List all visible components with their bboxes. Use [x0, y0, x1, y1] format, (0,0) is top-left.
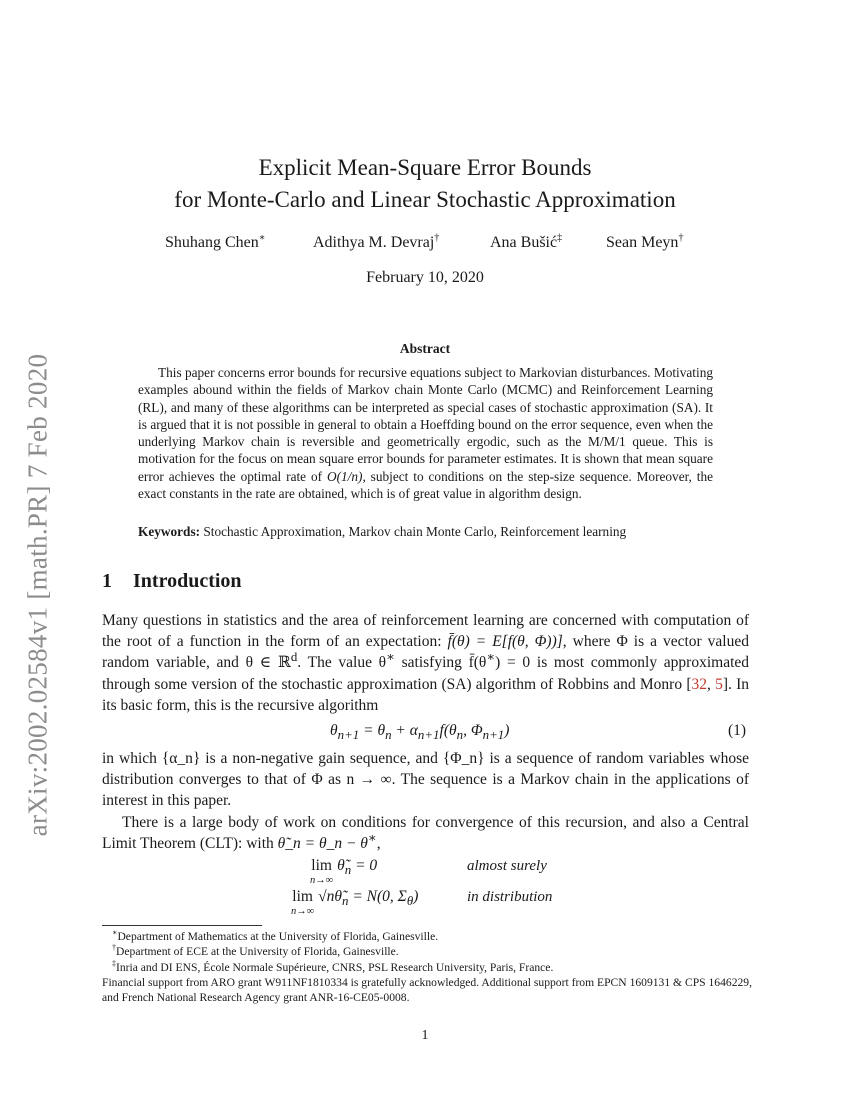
- title-line-1: Explicit Mean-Square Error Bounds: [258, 155, 592, 180]
- affiliation-mark: †: [678, 232, 684, 244]
- paper-title: [0, 152, 850, 216]
- footnote-1: ∗Department of Mathematics at the University of Florida, Gainesville.: [112, 928, 439, 943]
- equation-number: (1): [728, 722, 747, 739]
- footnote-divider: [102, 925, 262, 926]
- section-number: 1: [102, 570, 112, 592]
- rate-expression: O(1/n): [326, 468, 363, 484]
- citation-link[interactable]: 32: [691, 675, 707, 693]
- author-1: [165, 234, 266, 252]
- author-4: [606, 234, 683, 252]
- affiliation-mark: ∗: [258, 232, 266, 244]
- abstract-body: This paper concerns error bounds for recursive equations subject to Markovian disturbances. Motivating examples abound within the fields of Markov chain Monte Carlo (MCMC) and Reinforcement Learning (RL), and many of these algorithms can be interpreted as special cases of stochastic approximation (SA). It is argued that it is not possible in general to obtain a Hoeffding bound on the error sequence, even when the underlying Markov chain is reversible and geometrically ergodic, such as the M/M/1 queue. This is motivation for the focus on mean square error bounds for parameter estimates. It is shown that mean square error achieves the optimal rate of O(1/n), subject to conditions on the step-size sequence. Moreover, the exact constants in the rate are obtained, which is of great value in algorithm design.: [138, 365, 713, 502]
- limit-almost-surely: lim n→∞ $\thetã_n = 0$: [310, 857, 378, 886]
- convergence-mode-1: almost surely: [467, 858, 547, 874]
- intro-paragraph-3: There is a large body of work on conditions for convergence of this recursion, and also a Central Limit Theorem (CLT): with θ̃_n = θ_n − θ∗,: [102, 814, 749, 853]
- publication-date: February 10, 2020: [366, 269, 484, 286]
- keywords: [138, 524, 718, 540]
- page-number: 1: [421, 1028, 429, 1043]
- citation-link[interactable]: 5: [715, 675, 723, 693]
- author-2: [313, 234, 439, 252]
- keywords-text: Stochastic Approximation, Markov chain Monte Carlo, Reinforcement learning: [203, 524, 627, 539]
- section-heading: [102, 570, 242, 593]
- keywords-label: Keywords:: [138, 524, 201, 539]
- equation-recursion: $\theta_{n+1} = \theta_n + \alpha_{n+1}f(\theta_n$, $\Phi_{n+1}$): [330, 722, 510, 743]
- intro-paragraph-2: in which {α_n} is a non-negative gain sequence, and {Φ_n} is a sequence of random variables whose distribution converges to that of Φ as n → ∞. The sequence is a Markov chain in the applications of interest in this paper.: [102, 750, 749, 810]
- convergence-mode-2: in distribution: [467, 889, 553, 905]
- footnote-3: ‡Inria and DI ENS, École Normale Supérieure, CNRS, PSL Research University, Paris, France.: [112, 959, 554, 974]
- error-definition: θ̃_n = θ_n − θ: [277, 835, 368, 853]
- limit-in-distribution: lim n→∞ $√n\thetã_n = N(0$, $\Sigma_\theta$): [291, 888, 419, 917]
- intro-paragraph-1: Many questions in statistics and the area of reinforcement learning are concerned with computation of the root of a function in the form of an expectation: f̄(θ) = E[f(θ, Φ))], where Φ is a vector valued random variable, and θ ∈ ℝ$^d$. The value θ∗ satisfying f̄(θ∗) = 0 is most commonly approximated through some version of the stochastic approximation (SA) algorithm of Robbins and Monro [32, 5]. In its basic form, this is the recursive algorithm: [102, 612, 750, 714]
- section-title: Introduction: [133, 570, 242, 592]
- affiliation-mark: ‡: [557, 232, 563, 244]
- funding-note: Financial support from ARO grant W911NF1810334 is gratefully acknowledged. Additional support from EPCN 1609131 & CPS 1646229, and French National Research Agency grant ANR-16-CE05-0008.: [102, 976, 752, 1004]
- author-name: Sean Meyn: [606, 234, 679, 251]
- arxiv-identifier: arXiv:2002.02584v1 [math.PR] 7 Feb 2020: [22, 353, 53, 837]
- affiliation-mark: †: [434, 232, 440, 244]
- author-name: Shuhang Chen: [165, 234, 259, 251]
- author-name: Ana Bušić: [490, 234, 558, 251]
- expectation-expression: f̄(θ) = E[f(θ, Φ))]: [447, 633, 563, 651]
- title-line-2: for Monte-Carlo and Linear Stochastic Approximation: [174, 187, 676, 212]
- author-3: [490, 234, 562, 252]
- abstract-heading: Abstract: [399, 341, 451, 356]
- footnote-2: †Department of ECE at the University of Florida, Gainesville.: [112, 943, 399, 958]
- author-name: Adithya M. Devraj: [313, 234, 435, 251]
